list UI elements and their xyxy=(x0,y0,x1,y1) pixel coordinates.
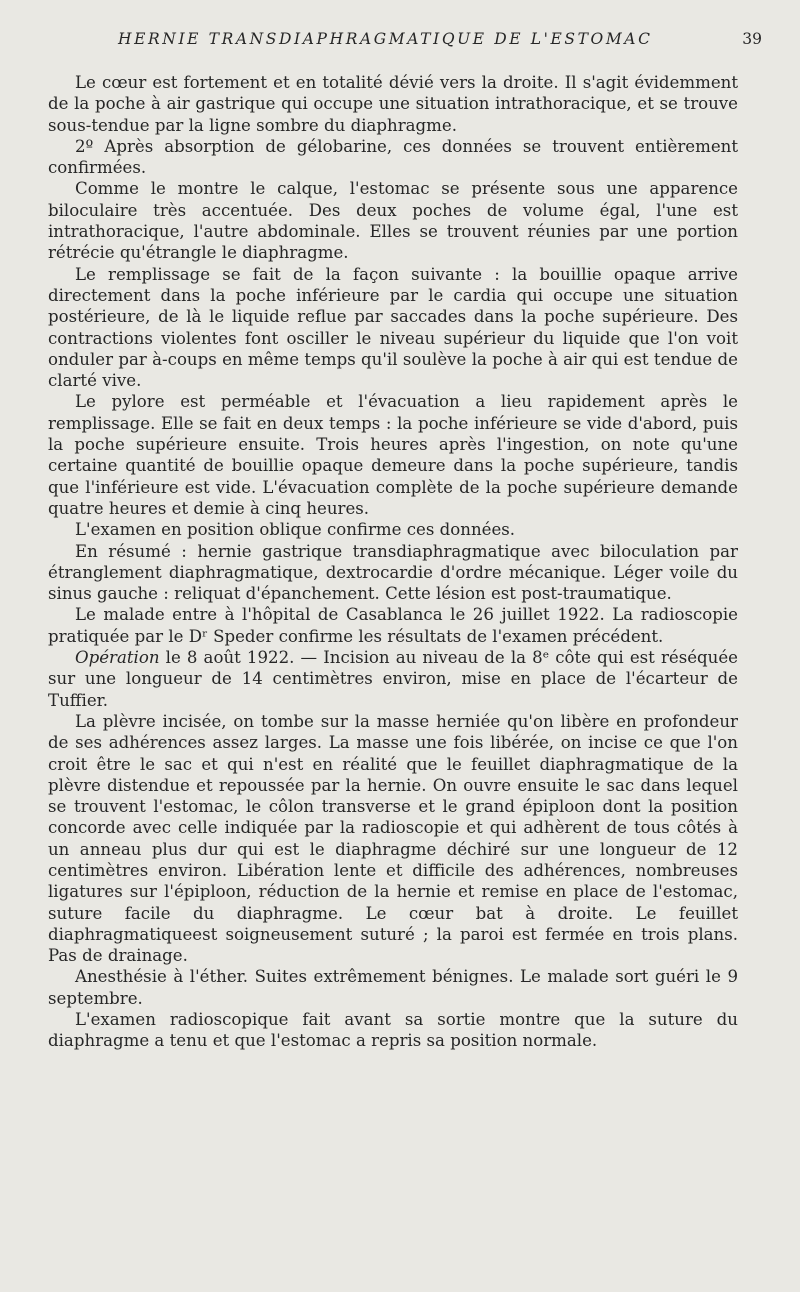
body-text xyxy=(48,72,738,1052)
page-number: 39 xyxy=(742,30,762,48)
paragraph: Le remplissage se fait de la façon suivante : la bouillie opaque arrive directement dans la poche inférieure par le cardia qui occupe une situation postérieure, de là le liquide reflue par saccades dans la poche supérieure. Des contractions violentes font osciller le niveau supérieur du liquide que l'on voit onduler par à-coups en même temps qu'il soulève la poche à air qui est tendue de clarté vive. xyxy=(48,264,738,391)
paragraph: Comme le montre le calque, l'estomac se présente sous une apparence biloculaire très accentuée. Des deux poches de volume égal, l'une est intrathoracique, l'autre abdominale. Elles se trouvent réunies par une portion rétrécie qu'étrangle le diaphragme. xyxy=(48,179,738,263)
paragraph: Anesthésie à l'éther. Suites extrêmement bénignes. Le malade sort guéri le 9 septembre. xyxy=(48,967,738,1008)
paragraph: L'examen radioscopique fait avant sa sortie montre que la suture du diaphragme a tenu et que l'estomac a repris sa position normale. xyxy=(48,1010,738,1051)
operation-lead: Opération xyxy=(75,648,160,668)
paragraph: L'examen en position oblique confirme ces données. xyxy=(75,520,516,540)
paragraph: 2º Après absorption de gélobarine, ces données se trouvent entièrement confirmées. xyxy=(48,136,738,178)
paragraph: Opération le 8 août 1922. — Incision au niveau de la 8ᵉ côte qui est réséquée sur une longueur de 14 centimètres environ, mise en place de l'écarteur de Tuffier. xyxy=(48,648,738,710)
paragraph: La plèvre incisée, on tombe sur la masse herniée qu'on libère en profondeur de ses adhérences assez larges. La masse une fois libérée, on incise ce que l'on croit être le sac et qui n'est en réalité que le feuillet diaphragmatique de la plèvre distendue et repoussée par la hernie. On ouvre ensuite le sac dans lequel se trouvent l'estomac, le côlon transverse et le grand épiploon dont la position concorde avec celle indiquée par la radioscopie et qui adhèrent de tous côtés à un anneau plus dur qui est le diaphragme déchiré sur une longueur de 12 centimètres environ. Libération lente et difficile des adhérences, nombreuses ligatures sur l'épiploon, réduction de la hernie et remise en place de l'estomac, suture facile du diaphragme. Le cœur bat à droite. Le feuillet diaphragmatiqueest soigneusement suturé ; la paroi est fermée en trois plans. Pas de drainage. xyxy=(48,711,738,966)
running-title: HERNIE TRANSDIAPHRAGMATIQUE DE L'ESTOMAC xyxy=(118,30,653,48)
paragraph: Le cœur est fortement et en totalité dévié vers la droite. Il s'agit évidemment de la poche à air gastrique qui occupe une situation intrathoracique, et se trouve sous-tendue par la ligne sombre du diaphragme. xyxy=(48,73,738,135)
paragraph: Le pylore est perméable et l'évacuation a lieu rapidement après le remplissage. Elle se fait en deux temps : la poche inférieure se vide d'abord, puis la poche supérieure ensuite. Trois heures après l'ingestion, on note qu'une certaine quantité de bouillie opaque demeure dans la poche supérieure, tandis que l'inférieure est vide. L'évacuation complète de la poche supérieure demande quatre heures et demie à cinq heures. xyxy=(48,392,738,518)
running-head xyxy=(48,30,762,52)
paragraph: En résumé : hernie gastrique transdiaphragmatique avec biloculation par étranglement diaphragmatique, dextrocardie d'ordre mécanique. Léger voile du sinus gauche : reliquat d'épanchement. Cette lésion est post-traumatique. xyxy=(48,541,738,604)
paragraph: Le malade entre à l'hôpital de Casablanca le 26 juillet 1922. La radioscopie pratiquée par le Dʳ Speder confirme les résultats de l'examen précédent. xyxy=(48,605,738,646)
